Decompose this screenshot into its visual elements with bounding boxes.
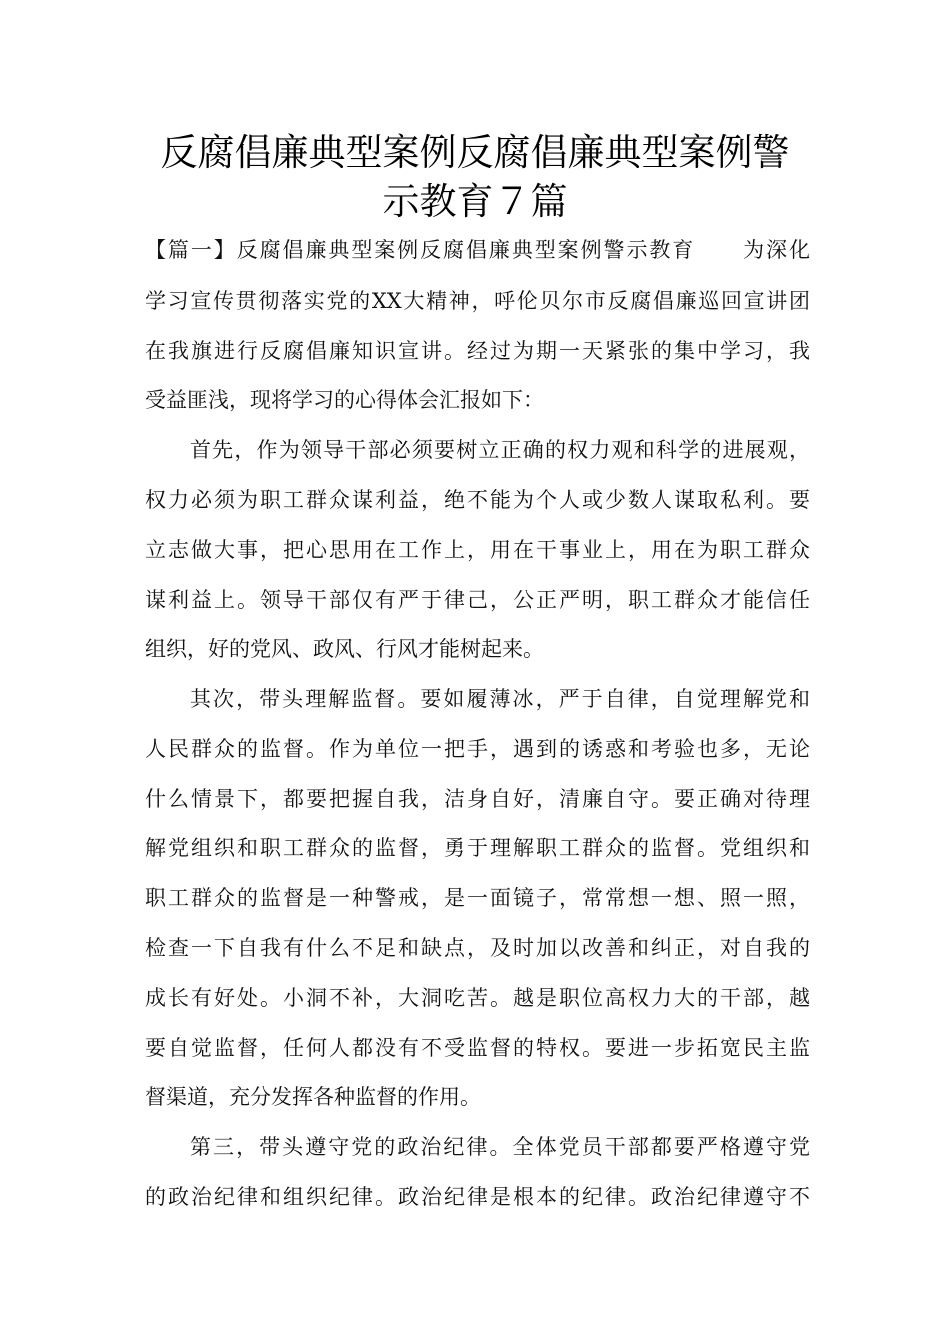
paragraph-start-line: 首先，作为领导干部必须要树立正确的权力观和科学的进展观， xyxy=(190,438,810,462)
body-line: 谋利益上。领导干部仅有严于律己，公正严明，职工群众才能信任 xyxy=(145,588,810,612)
body-line: 职工群众的监督是一种警戒，是一面镜子，常常想一想、照一照， xyxy=(145,886,810,910)
body-line: 的政治纪律和组织纪律。政治纪律是根本的纪律。政治纪律遵守不 xyxy=(145,1185,810,1209)
body-line: 组织，好的党风、政风、行风才能树起来。 xyxy=(145,637,544,661)
body-line: 受益匪浅，现将学习的心得体会汇报如下： xyxy=(145,388,544,412)
body-line: 权力必须为职工群众谋利益，绝不能为个人或少数人谋取私利。要 xyxy=(145,488,810,512)
paragraph-start-line: 第三，带头遵守党的政治纪律。全体党员干部都要严格遵守党 xyxy=(190,1135,810,1159)
document-title-line-1: 反腐倡廉典型案例反腐倡廉典型案例警 xyxy=(160,131,790,174)
body-line: 成长有好处。小洞不补，大洞吃苦。越是职位高权力大的干部，越 xyxy=(145,986,810,1010)
body-line: 什么情景下，都要把握自我，洁身自好，清廉自守。要正确对待理 xyxy=(145,787,810,811)
document-title-line-2: 示教育７篇 xyxy=(382,180,568,223)
body-line: 立志做大事，把心思用在工作上，用在干事业上，用在为职工群众 xyxy=(145,538,810,562)
section-heading: 【篇一】反腐倡廉典型案例反腐倡廉典型案例警示教育 xyxy=(145,238,696,262)
body-line: 人民群众的监督。作为单位一把手，遇到的诱惑和考验也多，无论 xyxy=(145,737,810,761)
body-line: 解党组织和职工群众的监督，勇于理解职工群众的监督。党组织和 xyxy=(145,836,810,860)
paragraph-start-line: 其次，带头理解监督。要如履薄冰，严于自律，自觉理解党和 xyxy=(190,687,810,711)
body-line: 要自觉监督，任何人都没有不受监督的特权。要进一步拓宽民主监 xyxy=(145,1036,810,1060)
body-line: 在我旗进行反腐倡廉知识宣讲。经过为期一天紧张的集中学习，我 xyxy=(145,339,810,363)
body-line: 督渠道，充分发挥各种监督的作用。 xyxy=(145,1085,481,1109)
heading-tail-text: 为深化 xyxy=(741,238,811,262)
body-line: 检查一下自我有什么不足和缺点，及时加以改善和纠正，对自我的 xyxy=(145,936,810,960)
section-heading-line xyxy=(145,235,810,265)
body-line: 学习宣传贯彻落实党的XX大精神，呼伦贝尔市反腐倡廉巡回宣讲团 xyxy=(145,289,810,313)
